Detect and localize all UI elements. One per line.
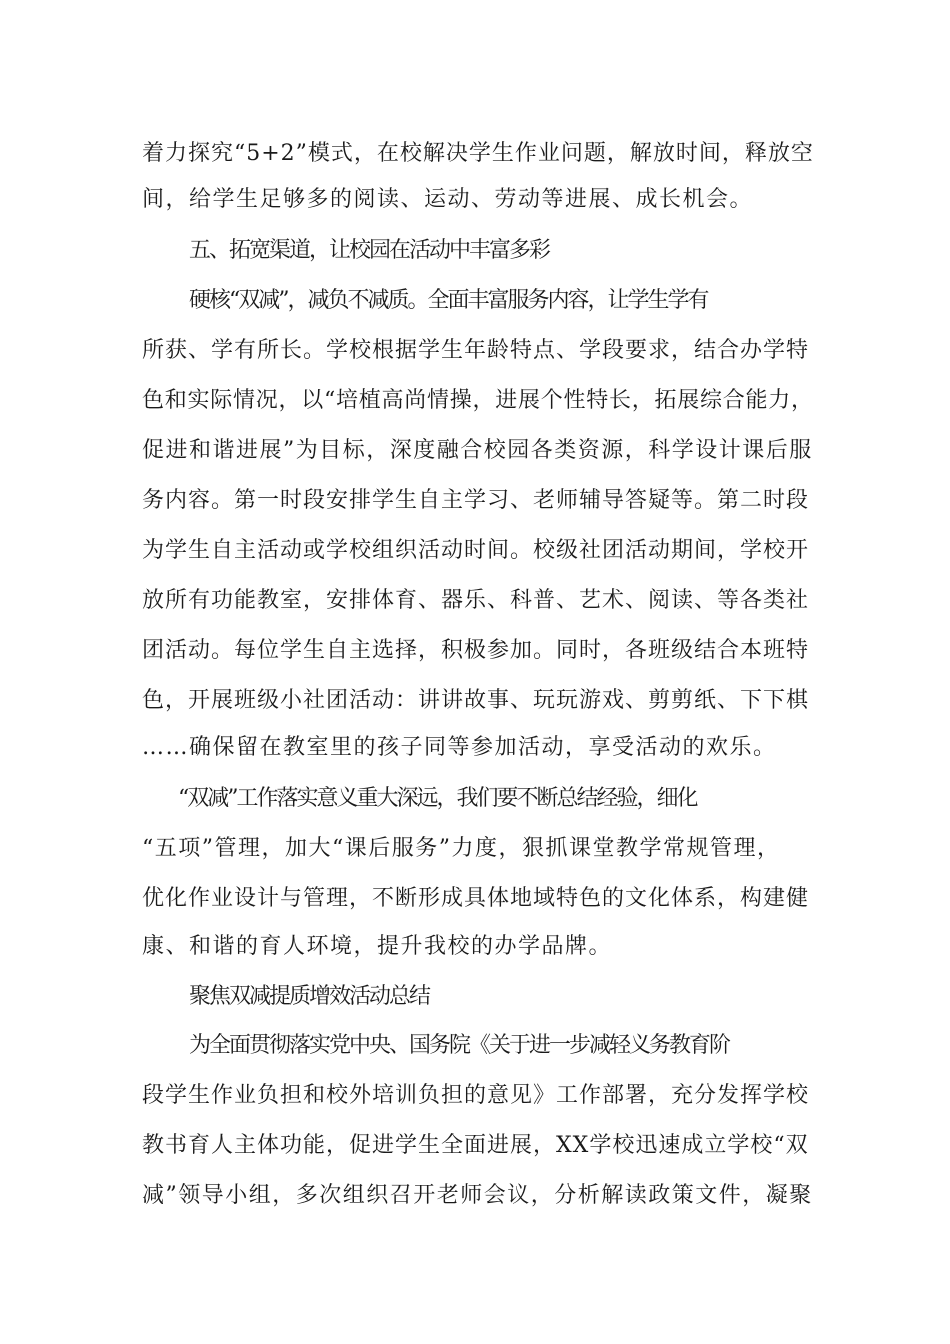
body-text-line: 为学生自主活动或学校组织活动时间。校级社团活动期间，学校开 [142,538,810,563]
body-text-line: ……确保留在教室里的孩子同等参加活动，享受活动的欢乐。 [142,735,777,760]
body-text-line: 色和实际情况，以“培植高尚情操，进展个性特长，拓展综合能力， [142,388,814,413]
section-heading: 五、拓宽渠道，让校园在活动中丰富多彩 [189,238,550,263]
body-text-line: 减”领导小组，多次组织召开老师会议，分析解读政策文件，凝聚 [142,1183,813,1208]
body-text-line: “双减”工作落实意义重大深远，我们要不断总结经验，细化 [178,786,697,811]
body-text-line: “五项”管理，加大“课后服务”力度，狠抓课堂教学常规管理， [142,836,781,861]
body-text-line: 着力探究“5+2”模式，在校解决学生作业问题，解放时间，释放空 [142,141,814,166]
body-text-line: 所获、学有所长。学校根据学生年龄特点、学段要求，结合办学特 [142,338,810,363]
body-text-line: 促进和谐进展”为目标，深度融合校园各类资源，科学设计课后服 [142,438,813,463]
body-text-line: 段学生作业负担和校外培训负担的意见》工作部署，充分发挥学校 [142,1083,810,1108]
body-text-line: 为全面贯彻落实党中央、国务院《关于进一步减轻义务教育阶 [189,1033,730,1058]
body-text-line: 务内容。第一时段安排学生自主学习、老师辅导答疑等。第二时段 [142,488,810,513]
body-text-line: 硬核“双减”，减负不减质。全面丰富服务内容，让学生学有 [189,288,708,313]
body-text-line: 间，给学生足够多的阅读、运动、劳动等进展、成长机会。 [142,187,754,212]
body-text-line: 优化作业设计与管理，不断形成具体地域特色的文化体系，构建健 [142,886,810,911]
body-text-line: 团活动。每位学生自主选择，积极参加。同时，各班级结合本班特 [142,638,810,663]
body-text-line: 色，开展班级小社团活动：讲讲故事、玩玩游戏、剪剪纸、下下棋 [142,688,810,713]
document-title: 聚焦双减提质增效活动总结 [189,984,430,1009]
body-text-line: 放所有功能教室，安排体育、器乐、科普、艺术、阅读、等各类社 [142,588,810,613]
body-text-line: 康、和谐的育人环境，提升我校的办学品牌。 [142,934,613,959]
body-text-line: 教书育人主体功能，促进学生全面进展，XX学校迅速成立学校“双 [142,1133,809,1158]
